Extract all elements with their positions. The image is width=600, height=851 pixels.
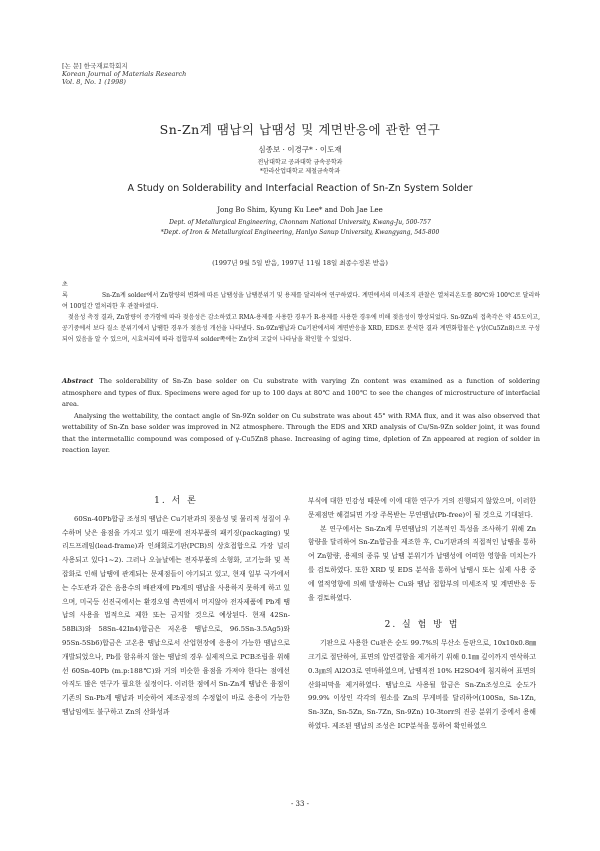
abstract-kr-p1: [62, 279, 540, 312]
method-paragraph-1: 기판으로 사용한 Cu판은 순도 99.7%의 무산소 동판으로, 10x10x0.8㎜ 크기로 절단하여, 표면의 압연결함을 제거하기 위해 0.1㎜ 깊이까지 연삭하고 0.3㎛의 Al2O3로 연마하였으며, 납땜직전 10% H2SO4에 침지하여 표면의 산화피막을 제거하였다. 땜납으로 사용될 합금은 Sn-Zn조성으로 순도가 99.9% 이상인 각각의 원소를 Zn의 무게비를 달리하여(100Sn, Sn-1Zn, Sn-3Zn, Sn-5Zn, Sn-7Zn, Sn-9Zn) 10-3torr의 진공 분위기 중에서 용해하였다. 제조된 땜납의 조성은 ICP분석을 통하여 확인하였으: [308, 639, 536, 730]
affiliations-en: [0, 218, 600, 238]
affiliations-kr: [0, 158, 600, 176]
abstract-en-p1: [62, 376, 540, 411]
abstract-en-p2: Analysing the wettability, the contact angle of Sn-9Zn solder on Cu substrate was about 45° with RMA flux, and it was also observed that wettability of Sn-Zn base solder was improved in N2 atmosphere. Through the EDS and XRD analysis of Cu/Sn-9Zn solder joint, it was found that the intermetallic compound was composed of γ-Cu5Zn8 phase. Increasing of aging time, dpletion of Zn appeared at region of solder in reaction layer.: [62, 411, 540, 454]
abstract-kr-text-2: 젖음성 측정 결과, Zn함량이 증가함에 따라 젖음성은 감소하였고 RMA-용제를 사용한 경우가 R-용제를 사용한 경우에 비해 젖음성이 향상되었다. Sn-9Zn의 접촉각은 약 45도이고, 공기중에서 보다 질소 분위기에서 납땜한 경우가 젖음성 개선을 나타냈다. Sn-9Zn땜납과 Cu기판에서의 계면반응을 XRD, EDS로 분석한 결과 계면화합물은 γ상(Cu5Zn8)으로 구성되어 있음을 알 수 있으며, 시효처리에 따라 접합부의 solder쪽에는 Zn상의 고갈이 나타남을 확인할 수 있었다.: [62, 314, 540, 343]
intro-paragraph-2: 본 연구에서는 Sn-Zn계 무연땜납의 기본적인 특성을 조사하기 위해 Zn함량을 달리하여 Sn-Zn합금을 제조한 후, Cu기판과의 직접적인 납땜을 통하여 Zn함량, 용제의 종류 및 납땜 분위기가 납땜성에 어떠한 영향을 미치는가를 검토하였다. 또한 XRD 및 EDS 분석을 통하여 납땜시 또는 실제 사용 중에 열적영향에 의해 발생하는 Cu와 땜납 접합부의 미세조직 및 계면반응 등을 검토하였다.: [308, 524, 536, 602]
abstract-kr: [62, 279, 540, 345]
authors-kr: 심종보 · 이경구* · 이도재: [258, 145, 342, 154]
page-number: - 33 -: [290, 800, 310, 808]
intro-paragraph-continued: 부식에 대한 민감성 때문에 이에 대한 연구가 거의 진행되지 않았으며, 이러한 문제점만 해결되면 가장 주목받는 무연땜납(Pb-free)이 될 것으로 기대된다.: [308, 497, 536, 519]
section-heading-method: 2. 실 험 방 법: [384, 620, 460, 631]
received-date: (1997년 9월 5일 받음, 1997년 11월 18일 최종수정본 받음): [212, 259, 388, 267]
body-column-right: [308, 495, 536, 734]
affiliation-kr-1: 전남대학교 공과대학 금속공학과: [257, 159, 343, 166]
journal-volume: Vol. 8, No. 1 (1998): [62, 78, 126, 86]
abstract-en-label: Abstract: [62, 377, 94, 385]
journal-header: [62, 62, 186, 86]
journal-name-en: Korean Journal of Materials Research: [62, 70, 187, 78]
affiliation-en-2: *Dept. of Iron & Metallurgical Engineering, Hanlyo Sanup University, Kwangyang, 545-800: [160, 229, 440, 236]
abstract-kr-label: 초 록: [62, 281, 78, 299]
abstract-kr-text-1: Sn-Zn계 solder에서 Zn함량의 변화에 따른 납땜성을 납땜분위기 및 용제를 달리하여 연구하였다. 계면에서의 미세조직 관찰은 열처리온도를 80℃와 100℃로 달리하여 100일간 열처리한 후 관찰하였다.: [62, 292, 540, 310]
body-column-left: [62, 495, 290, 720]
abstract-en: [62, 376, 540, 457]
affiliation-en-1: Dept. of Metallurgical Engineering, Chonnam National University, Kwang-Ju, 500-757: [169, 219, 431, 226]
authors-en: Jong Bo Shim, Kyung Ku Lee* and Doh Jae Lee: [217, 206, 383, 214]
section-heading-intro: 1. 서 론: [154, 496, 198, 506]
paper-title-kr: Sn-Zn계 땜납의 납땜성 및 계면반응에 관한 연구: [159, 122, 441, 137]
paper-title-en: A Study on Solderability and Interfacial Reaction of Sn-Zn System Solder: [127, 183, 473, 194]
intro-paragraph-1: 60Sn-40Pb합금 조성의 땜납은 Cu기판과의 젖음성 및 물리적 성질이 우수하며 낮은 융점을 가지고 있기 때문에 전자부품의 패키징(packaging) 및 리드프레임(lead-frame)과 인쇄회로기판(PCB)의 상호접합으로 가장 널리 사용되고 있다1~2). 그러나 오늘날에는 전자부품의 소형화, 고기능화 및 복잡화로 인해 납땜에 관계되는 문제점들이 야기되고 있고, 현재 일부 국가에서는 수도관과 같은 음용수의 배관재에 Pb계의 땜납을 사용하지 못하게 하고 있으며, 미국등 선진국에서는 환경오염 측면에서 머지않아 전자제품에 Pb계 땜납의 사용을 법적으로 제한 또는 금지할 것으로 예상된다. 현재 42Sn-58Bi3)와 58Sn-42In4)합금은 저온용 땜납으로, 96.5Sn-3.5Ag5)와 95Sn-5Sb6)합금은 고온용 땜납으로서 산업현장에 응용이 가능한 땜납으로 개발되었으나, Pb를 함유하지 않는 땜납의 경우 실제적으로 PCB조립을 위해선 60Sn-40Pb (m.p:188℃)와 거의 비슷한 융점을 가져야 한다는 점에선 아직도 많은 연구가 필요한 실정이다. 이러한 점에서 Sn-Zn계 땜납은 융점이 기존의 Sn-Pb계 땜납과 비슷하여 제조공정의 수정없이 바로 응용이 가능한 땜납임에도 불구하고 Zn의 산화성과: [62, 514, 290, 716]
affiliation-kr-2: *한라산업대학교 제철금속학과: [259, 168, 341, 175]
journal-name-kr: [논 문] 한국재료학회지: [62, 62, 128, 70]
abstract-en-text-1: The solderability of Sn-Zn base solder on Cu substrate with varying Zn content was examined as a function of soldering atmosphere and types of flux. Specimens were aged for up to 100 days at 80℃ and 100℃ to see the changes of microstructure of interfacial area.: [62, 377, 540, 408]
abstract-kr-p2: [62, 312, 540, 345]
